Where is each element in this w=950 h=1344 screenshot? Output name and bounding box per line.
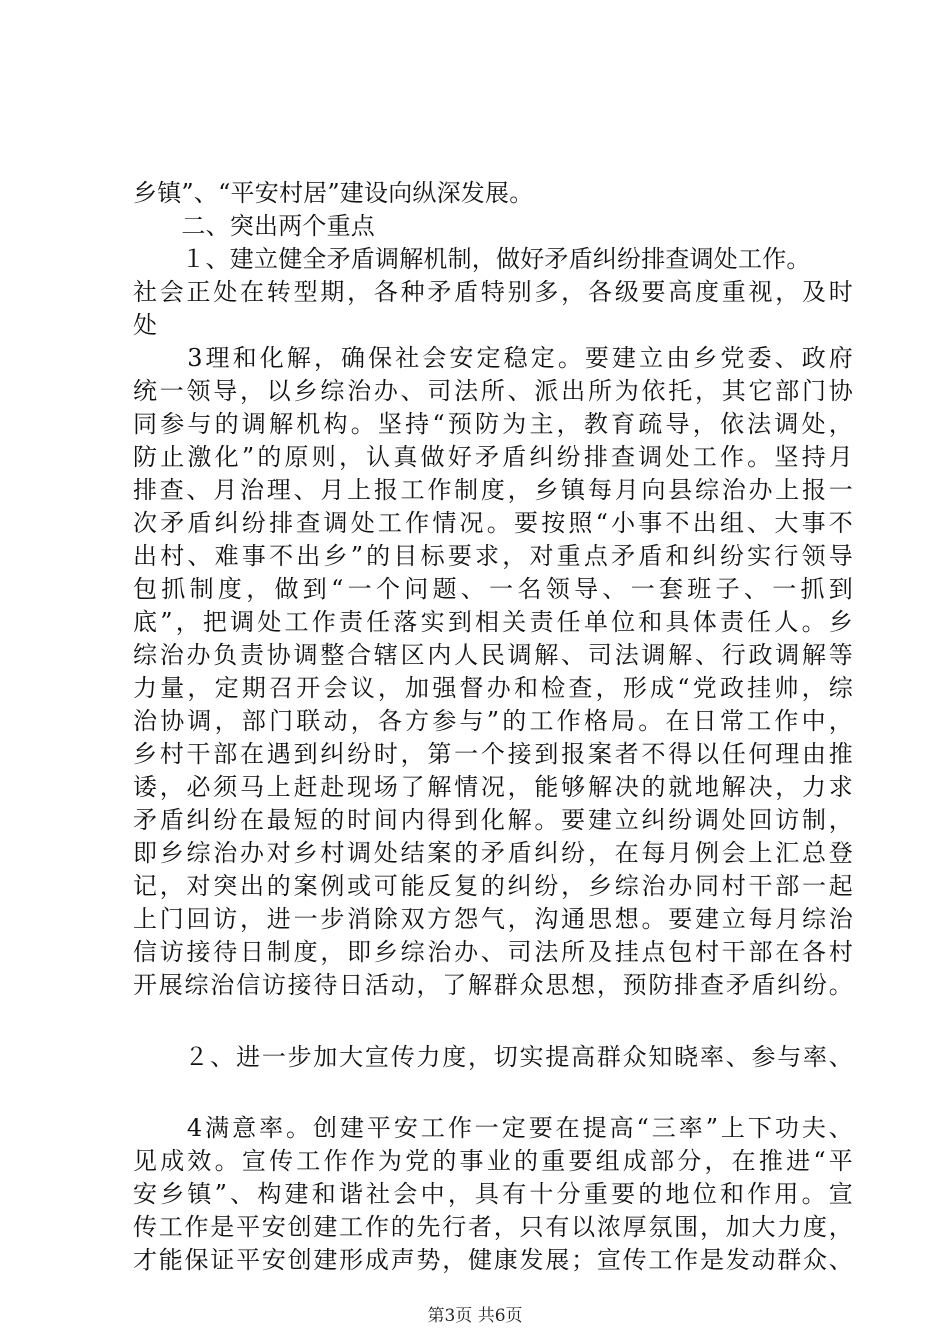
text-line: 底”，把调处工作责任落实到相关责任单位和具体责任人。乡 <box>133 608 853 636</box>
text-line: 才能保证平安创建形成声势，健康发展；宣传工作是发动群众、 <box>133 1246 853 1274</box>
text-line: 排查、月治理、月上报工作制度，乡镇每月向县综治办上报一 <box>133 476 853 504</box>
text-line: 防止激化”的原则，认真做好矛盾纠纷排查调处工作。坚持月 <box>133 443 853 471</box>
text-line: 综治办负责协调整合辖区内人民调解、司法调解、行政调解等 <box>133 641 853 669</box>
text-line: 诿，必须马上赶赴现场了解情况，能够解决的就地解决，力求 <box>133 773 853 801</box>
text-line: 见成效。宣传工作作为党的事业的重要组成部分，在推进“平 <box>133 1147 853 1175</box>
text-line: 即乡综治办对乡村调处结案的矛盾纠纷，在每月例会上汇总登 <box>133 839 853 867</box>
text-line: 包抓制度，做到“一个问题、一名领导、一套班子、一抓到 <box>133 575 853 603</box>
section-heading: 二、突出两个重点 <box>133 212 375 240</box>
text-line: 治协调，部门联动，各方参与”的工作格局。在日常工作中， <box>133 707 853 735</box>
text-line: 乡镇”、“平安村居”建设向纵深发展。 <box>133 179 534 207</box>
subsection-heading: ２、进一步加大宣传力度，切实提高群众知晓率、参与率、 <box>133 1043 853 1071</box>
page-footer: 第3页 共6页 <box>427 1306 523 1326</box>
text-line: 处 <box>133 311 158 339</box>
text-line: 矛盾纠纷在最短的时间内得到化解。要建立纠纷调处回访制， <box>133 806 853 834</box>
subsection-heading: １、建立健全矛盾调解机制，做好矛盾纠纷排查调处工作。 <box>133 245 811 273</box>
text-line: 信访接待日制度，即乡综治办、司法所及挂点包村干部在各村 <box>133 938 853 966</box>
text-line: 开展综治信访接待日活动，了解群众思想，预防排查矛盾纠纷。 <box>133 971 853 999</box>
text-line: 乡村干部在遇到纠纷时，第一个接到报案者不得以任何理由推 <box>133 740 853 768</box>
text-line: 次矛盾纠纷排查调处工作情况。要按照“小事不出组、大事不 <box>133 509 853 537</box>
text-line: 记，对突出的案例或可能反复的纠纷，乡综治办同村干部一起 <box>133 872 853 900</box>
text-line: 社会正处在转型期，各种矛盾特别多，各级要高度重视，及时 <box>133 278 853 306</box>
text-line: 统一领导，以乡综治办、司法所、派出所为依托，其它部门协 <box>133 377 853 405</box>
text-line: 力量，定期召开会议，加强督办和检查，形成“党政挂帅，综 <box>133 674 853 702</box>
text-line: 安乡镇”、构建和谐社会中，具有十分重要的地位和作用。宣 <box>133 1180 853 1208</box>
text-line: 3理和化解，确保社会安定稳定。要建立由乡党委、政府 <box>133 344 853 372</box>
text-line: 上门回访，进一步消除双方怨气，沟通思想。要建立每月综治 <box>133 905 853 933</box>
text-line: 传工作是平安创建工作的先行者，只有以浓厚氛围，加大力度， <box>133 1213 853 1241</box>
text-line: 同参与的调解机构。坚持“预防为主，教育疏导，依法调处， <box>133 410 853 438</box>
text-line: 出村、难事不出乡”的目标要求，对重点矛盾和纠纷实行领导 <box>133 542 853 570</box>
text-line: 4满意率。创建平安工作一定要在提高“三率”上下功夫、 <box>133 1114 853 1142</box>
